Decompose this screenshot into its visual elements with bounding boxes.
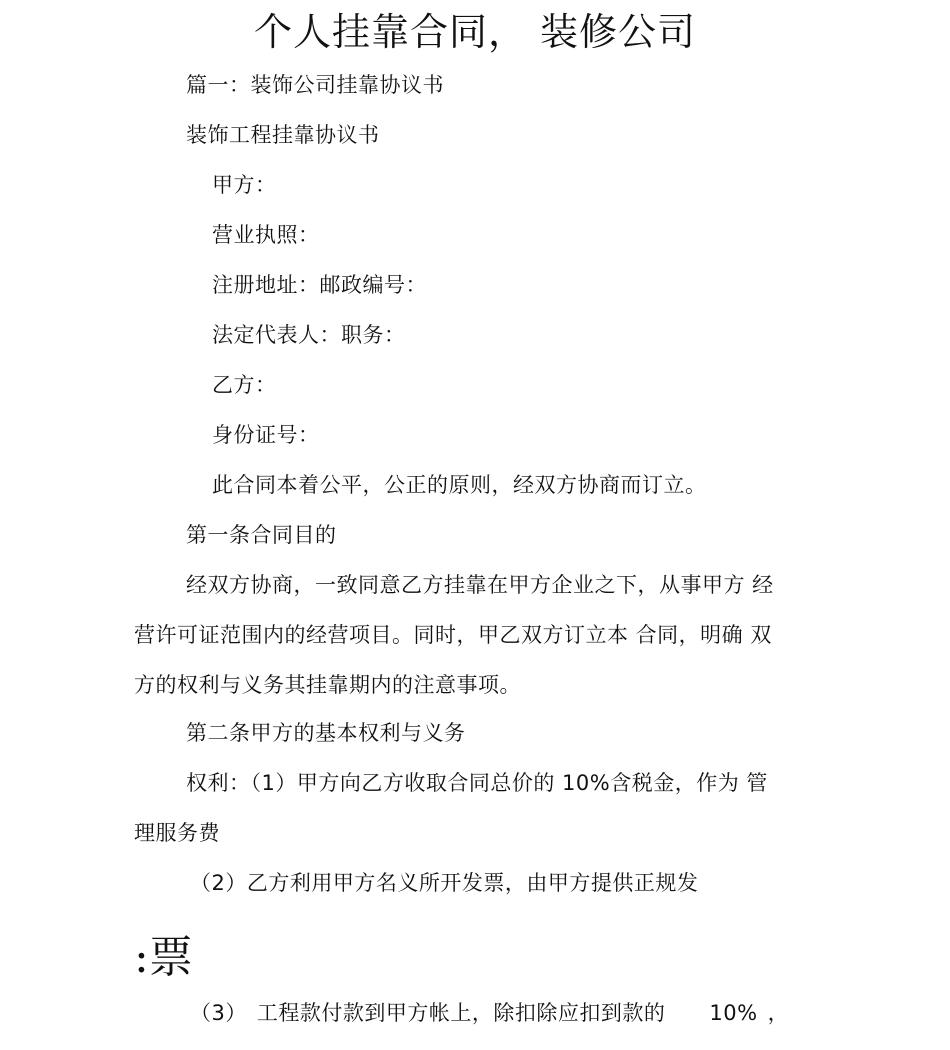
rights-line-1: 权利：（1）甲方向乙方收取合同总价的 10%含税金，作为 管 <box>186 771 768 795</box>
article-2-title: 第二条甲方的基本权利与义务 <box>186 721 466 745</box>
heading-chapter-one: 篇一：装饰公司挂靠协议书 <box>186 73 444 97</box>
rights-item-2: （2）乙方利用甲方名义所开发票，由甲方提供正规发 <box>190 871 699 895</box>
article-1-line-1: 经双方协商，一致同意乙方挂靠在甲方企业之下，从事甲方 经 <box>186 573 774 597</box>
party-a-label: 甲方： <box>212 173 277 197</box>
heading-agreement: 装饰工程挂靠协议书 <box>186 123 380 147</box>
registered-address-label: 注册地址：邮政编号： <box>212 273 427 297</box>
id-number-label: 身份证号： <box>212 423 320 447</box>
party-b-label: 乙方： <box>212 373 277 397</box>
article-1-line-3: 方的权利与义务其挂靠期内的注意事项。 <box>134 673 521 697</box>
rights-item-3 <box>190 998 789 1028</box>
invoice-glyph: :票 <box>134 932 193 983</box>
rights-line-2: 理服务费 <box>134 821 220 845</box>
business-license-label: 营业执照： <box>212 223 320 247</box>
preamble-text: 此合同本着公平，公正的原则，经双方协商而订立。 <box>212 473 707 497</box>
rights-item-3-number: （3） <box>190 1001 247 1025</box>
article-1-title: 第一条合同目的 <box>186 523 337 547</box>
rights-item-3-text: 工程款付款到甲方帐上，除扣除应扣到款的 <box>256 1001 666 1025</box>
document-title: 个人挂靠合同， 装修公司 <box>253 10 697 54</box>
legal-representative-label: 法定代表人：职务： <box>212 323 406 347</box>
rights-item-3-comma: ， <box>767 1001 790 1025</box>
rights-item-3-percent: 10% <box>709 1001 758 1025</box>
article-1-line-2: 营许可证范围内的经营项目。同时，甲乙双方订立本 合同，明确 双 <box>134 623 772 647</box>
